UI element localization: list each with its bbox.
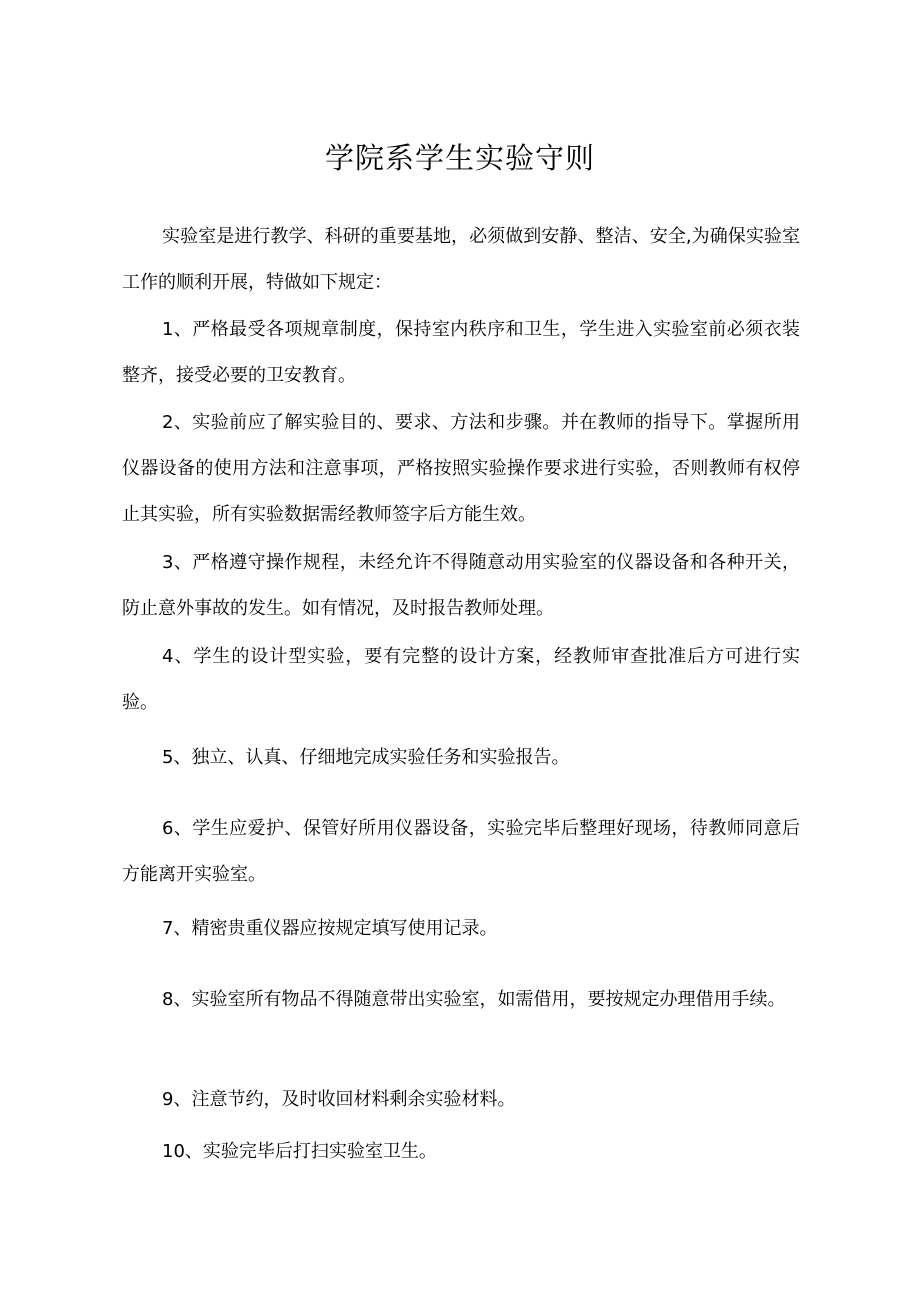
page-title: 学院系学生实验守则 xyxy=(324,141,595,175)
rule-item-10: 10、实验完毕后打扫实验室卫生。 xyxy=(162,1141,437,1162)
rule-item-2: 2、实验前应了解实验目的、要求、方法和步骤。并在教师的指导下。掌握所用仪器设备的使用方法和注意事项，严格按照实验操作要求进行实验，否则教师有权停止其实验，所有实验数据需经教师签字后方能生效。 xyxy=(122,412,800,525)
rule-item-9: 9、注意节约，及时收回材料剩余实验材料。 xyxy=(162,1089,516,1110)
intro-paragraph: 实验室是进行教学、科研的重要基地，必须做到安静、整洁、安全,为确保实验室工作的顺利开展，特做如下规定： xyxy=(122,226,800,293)
rule-item-7: 7、精密贵重仪器应按规定填写使用记录。 xyxy=(162,918,498,939)
rule-item-1: 1、严格最受各项规章制度，保持室内秩序和卫生，学生进入实验室前必须衣装整齐，接受必要的卫安教育。 xyxy=(122,319,800,386)
rule-item-8: 8、实验室所有物品不得随意带出实验室，如需借用，要按规定办理借用手续。 xyxy=(162,989,786,1010)
rule-item-6: 6、学生应爱护、保管好所用仪器设备，实验完毕后整理好现场，待教师同意后方能离开实验室。 xyxy=(122,818,800,885)
rule-item-5: 5、独立、认真、仔细地完成实验任务和实验报告。 xyxy=(162,747,570,768)
rule-item-3: 3、严格遵守操作规程，未经允许不得随意动用实验室的仪器设备和各种开关，防止意外事故的发生。如有情况，及时报告教师处理。 xyxy=(122,552,800,619)
rule-item-4: 4、学生的设计型实验，要有完整的设计方案，经教师审查批准后方可进行实验。 xyxy=(122,646,800,713)
